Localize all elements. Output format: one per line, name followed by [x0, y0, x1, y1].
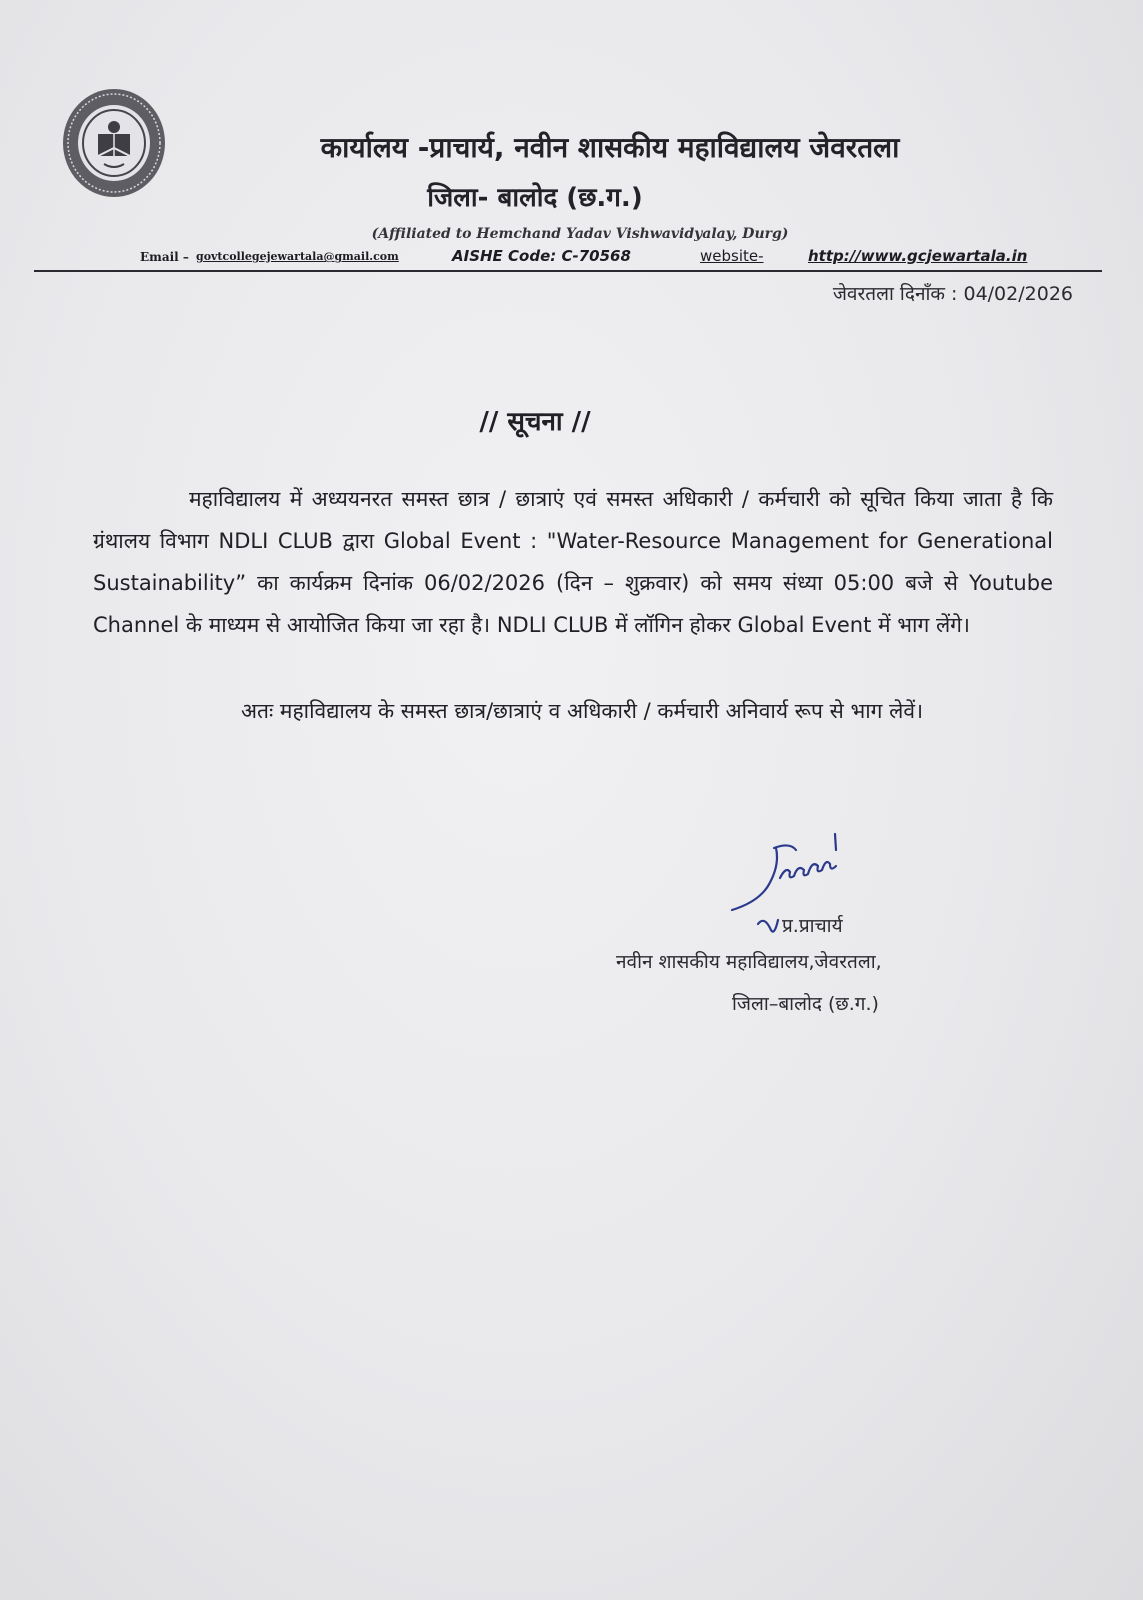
- notice-paragraph-2: अतः महाविद्यालय के समस्त छात्र/छात्राएं व अधिकारी / कर्मचारी अनिवार्य रूप से भाग लेवें।: [241, 699, 924, 723]
- website-link[interactable]: http://www.gcjewartala.in: [808, 247, 1028, 265]
- contact-row: [140, 247, 1028, 270]
- notice-date: जेवरतला दिनाँक : 04/02/2026: [832, 283, 1073, 305]
- aishe-code: AISHE Code: C-70568: [452, 247, 631, 265]
- notice-heading: // सूचना //: [479, 407, 591, 437]
- notice-paragraph-1: महाविद्यालय में अध्ययनरत समस्त छात्र / छात्राएं एवं समस्त अधिकारी / कर्मचारी को सूचित किया जाता है कि ग्रंथालय विभाग NDLI CLUB द्वारा Global Event : "Water-Resource Management for Generational Sustainability” का कार्यक्रम दिनांक 06/02/2026 (दिन – शुक्रवार) को समय संध्या 05:00 बजे से Youtube Channel के माध्यम से आयोजित किया जा रहा है। NDLI CLUB में लॉगिन होकर Global Event में भाग लेंगे।: [93, 487, 1053, 637]
- office-title: कार्यालय -प्राचार्य, नवीन शासकीय महाविद्यालय जेवरतला: [320, 131, 900, 164]
- email-link[interactable]: govtcollegejewartala@gmail.com: [196, 250, 399, 263]
- signatory-designation: प्र.प्राचार्य: [782, 915, 843, 937]
- header-divider: [34, 270, 1102, 272]
- email-label: Email –: [140, 250, 189, 264]
- signatory-district: जिला–बालोद (छ.ग.): [732, 993, 879, 1015]
- website-label: website-: [700, 247, 764, 265]
- signatory-college: नवीन शासकीय महाविद्यालय,जेवरतला,: [616, 951, 882, 973]
- district-title: जिला- बालोद (छ.ग.): [427, 183, 643, 213]
- affiliation-line: (Affiliated to Hemchand Yadav Vishwavidyalay, Durg): [371, 226, 789, 242]
